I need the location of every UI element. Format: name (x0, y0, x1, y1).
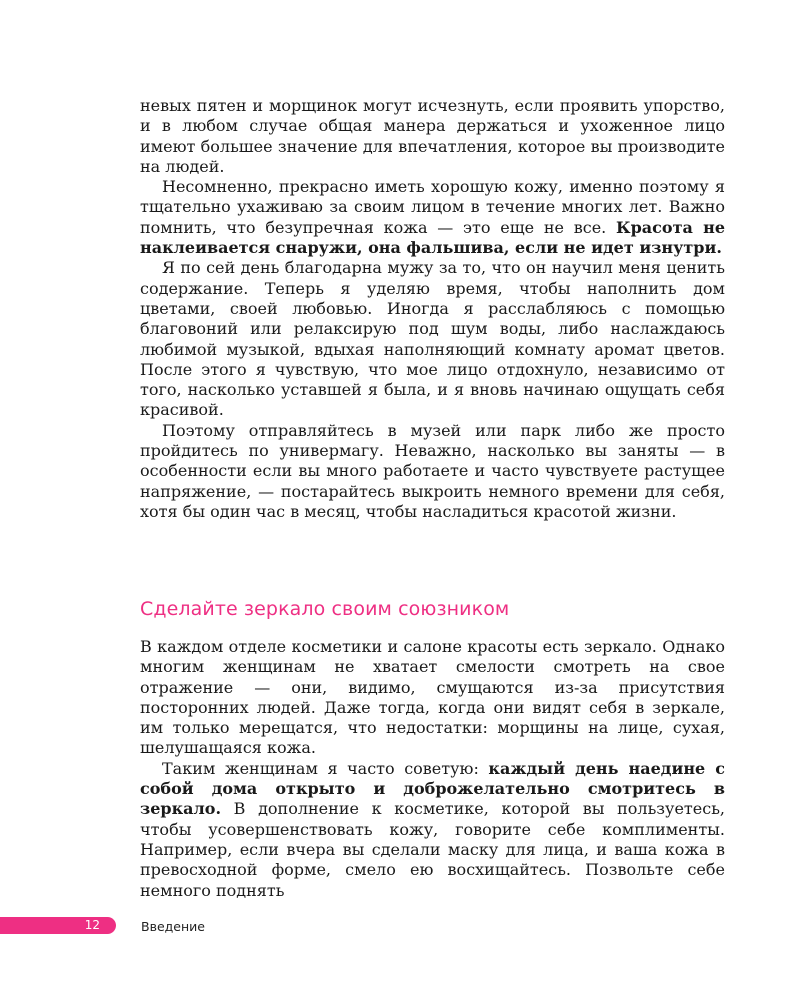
emphasis-text: каждый день наедине с собой дома открыто и доброжелательно смотритесь в зеркало. (140, 758, 725, 819)
paragraph-advice (140, 759, 725, 901)
paragraph-husband: Я по сей день благодарна мужу за то, что он научил меня ценить содержание. Теперь я уделяю время, чтобы наполнить дом цветами, своей любовью. Иногда я расслабляюсь с помощью благовоний или релаксирую под шум воды, либо наслаждаюсь любимой музыкой, вдыхая наполняющий комнату аромат цветов. После этого я чувствую, что мое лицо отдохнуло, независимо от того, насколько уставшей я была, и я вновь начинаю ощущать себя красивой. (140, 258, 725, 420)
paragraph-continuation: невых пятен и морщинок могут исчезнуть, если проявить упорство, и в любом случае общая манера держаться и ухоженное лицо имеют большее значение для впечатления, которое вы производите на людей. (140, 96, 725, 176)
section-heading: Сделайте зеркало своим союзником (140, 598, 510, 620)
paragraph-mirrors: В каждом отделе косметики и салоне красоты есть зеркало. Однако многим женщинам не хватает смелости смотреть на свое отражение — они, видимо, смущаются из-за присутствия посторонних людей. Даже тогда, когда они видят себя в зеркале, им только мерещатся, что недостатки: морщины на лице, сухая, шелушащаяся кожа. (140, 637, 725, 758)
page-number: 12 (84, 918, 100, 932)
paragraph-text: Несомненно, прекрасно иметь хорошую кожу, именно поэтому я тщательно ухаживаю за своим лицом в течение многих лет. Важно помнить, что безупречная кожа — это еще не все. (140, 177, 725, 237)
emphasis-text: Красота не наклеивается снаружи, она фальшива, если не идет изнутри. (140, 217, 725, 258)
paragraph-museum: Поэтому отправляйтесь в музей или парк либо же просто пройдитесь по универмагу. Неважно, насколько вы заняты — в особенности если вы много работаете и часто чувствуете растущее напряжение, — постарайтесь выкроить немного времени для себя, хотя бы один час в месяц, чтобы насладиться красотой жизни. (140, 420, 725, 521)
paragraph-text: Таким женщинам я часто советую: (162, 758, 489, 778)
body-text-section (140, 637, 725, 901)
paragraph-good-skin (140, 177, 725, 258)
body-text-top (140, 96, 725, 522)
running-footer: Введение (141, 919, 205, 934)
paragraph-text-after: В дополнение к косметике, которой вы пользуетесь, чтобы усовершенствовать кожу, говорите себе комплименты. Например, если вчера вы сделали маску для лица, и ваша кожа в превосходной форме, смело ею восхищайтесь. Позвольте себе немного поднять (140, 799, 725, 900)
page-number-tab (0, 917, 116, 934)
